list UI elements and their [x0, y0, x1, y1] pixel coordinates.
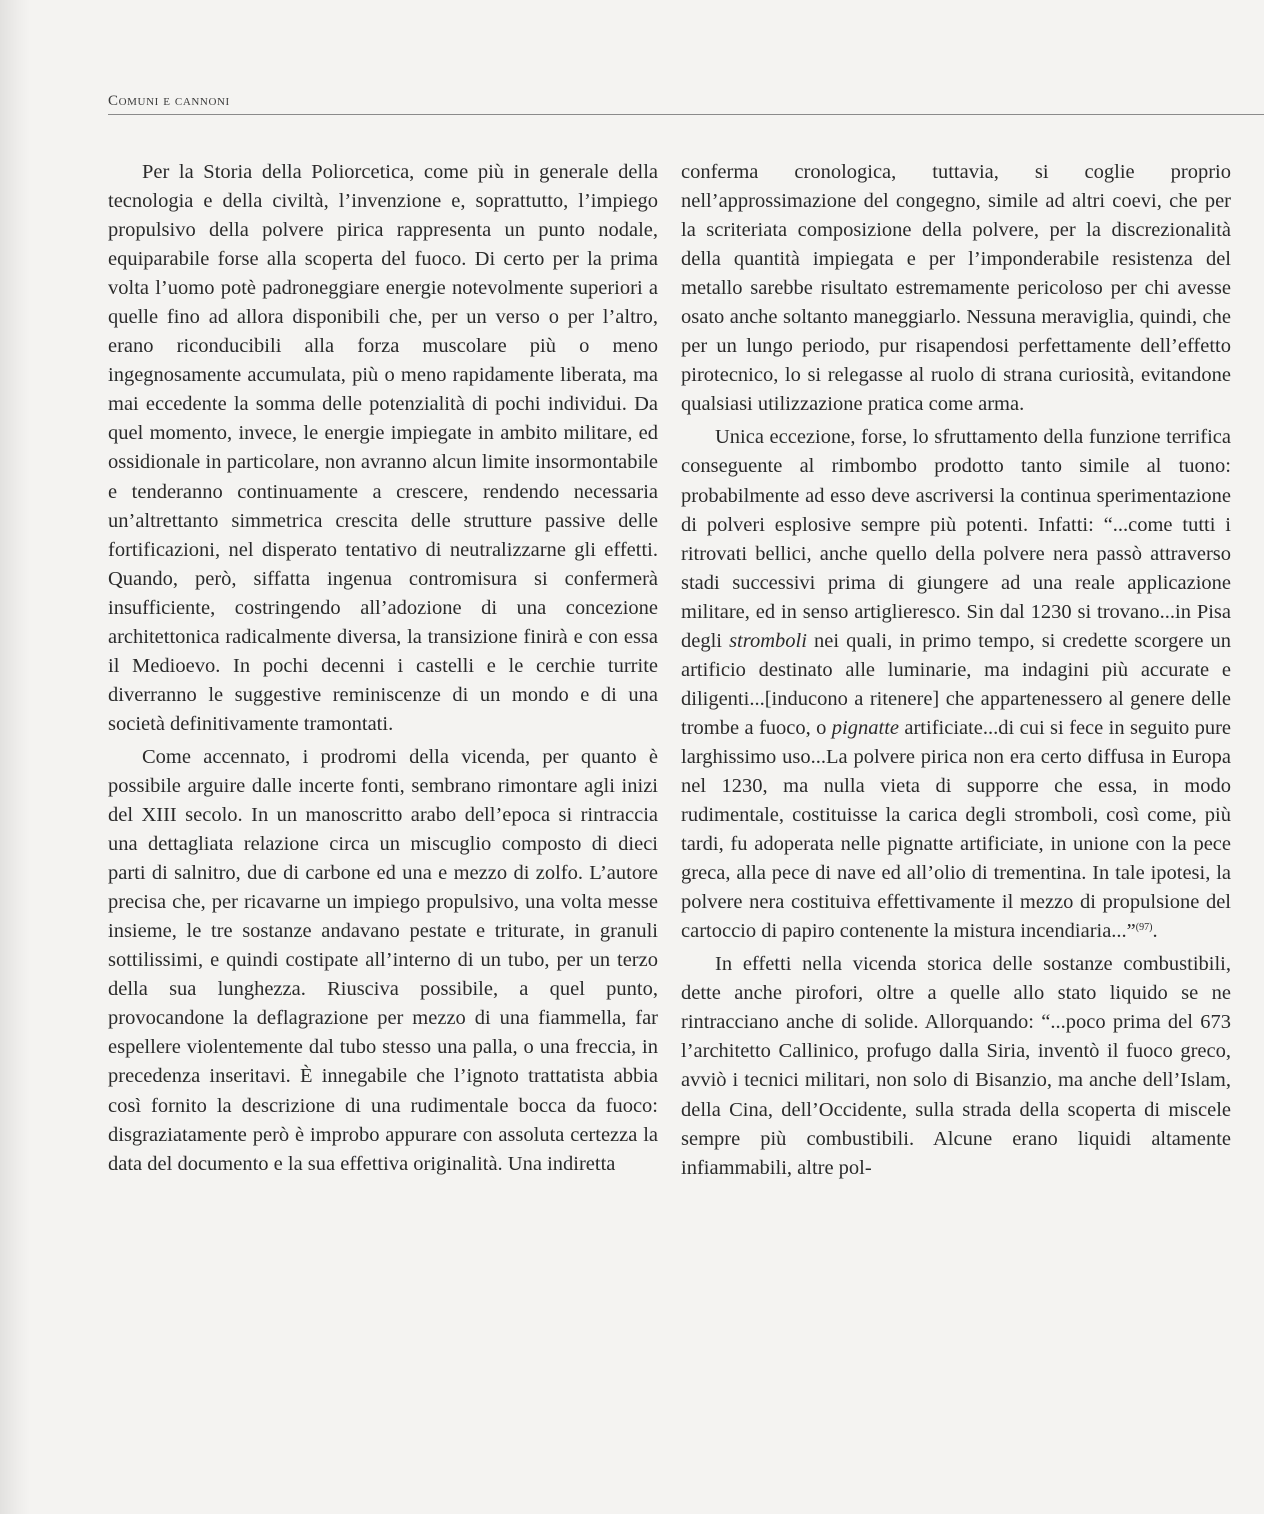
text-run: nei quali, in primo tempo, si credette scorgere un artificio destinato alle luminarie, ma indagini più accurate e diligenti...[inducono a ritenere] che appartenessero al genere delle trombe a fuoco, o [681, 629, 1231, 739]
footnote-ref: (97) [1135, 922, 1153, 934]
paragraph: In effetti nella vicenda storica delle sostanze combustibili, dette anche pirofori, oltre a quelle allo stato liquido se ne rintracciano anche di solide. Allorquando: “...poco prima del 673 l’architetto Callinico, profugo dalla Siria, inventò il fuoco greco, avviò i tecnici militari, non solo di Bisanzio, ma anche dell’Islam, della Cina, dell’Occidente, sulla strada della scoperta di miscele sempre più combustibili. Alcune erano liquidi altamente infiammabili, altre pol- [681, 953, 1231, 1179]
text-run: . [1152, 920, 1158, 943]
paragraph: Per la Storia della Poliorcetica, come più in generale della tecnologia e della civiltà, l’invenzione e, soprattutto, l’impiego propulsivo della polvere pirica rappresenta un punto nodale, equiparabile forse alla scoperta del fuoco. Di certo per la prima volta l’uomo potè padroneggiare energie notevolmente superiori a quelle fino ad allora disponibili che, per un verso o per l’altro, erano riconducibili alla forza muscolare più o meno ingegnosamente accumulata, più o meno rapidamente liberata, ma mai eccedente la somma delle potenzialità di pochi individui. Da quel momento, invece, le energie impiegate in ambito militare, ed ossidionale in particolare, non avranno alcun limite insormontabile e tenderanno continuamente a crescere, rendendo necessaria un’altrettanto simmetrica crescita delle strutture passive delle fortificazioni, nel disperato tentativo di neutralizzarne gli effetti. Quando, però, siffatta ingenua contromisura si confermerà insufficiente, costringendo all’adozione di una concezione architettonica radicalmente diversa, la transizione finirà e con essa il Medioevo. In pochi decenni i castelli e le cerchie turrite diverranno le suggestive reminiscenze di un mondo e di una società definitivamente tramontati. [108, 161, 658, 735]
right-column [681, 158, 1231, 1183]
paragraph: Come accennato, i prodromi della vicenda, per quanto è possibile arguire dalle incerte fonti, sembrano rimontare agli inizi del XIII secolo. In un manoscritto arabo dell’epoca si rintraccia una dettagliata relazione circa un miscuglio composto di dieci parti di salnitro, due di carbone ed una e mezzo di zolfo. L’autore precisa che, per ricavarne un impiego propulsivo, una volta messe insieme, le tre sostanze andavano pestate e triturate, in granuli sottilissimi, e quindi costipate all’interno di un tubo, per un terzo della sua lunghezza. Riusciva possibile, a quel punto, provocandone la deflagrazione per mezzo di una fiammella, far espellere violentemente dal tubo stesso una palla, o una freccia, in precedenza inseritavi. È innegabile che l’ignoto trattatista abbia così fornito la descrizione di una rudimentale bocca da fuoco: disgraziatamente però è improbo appurare con assoluta certezza la data del documento e la sua effettiva originalità. Una indiretta [108, 745, 658, 1175]
header-rule [108, 114, 1264, 115]
italic-term: pignatte [831, 716, 899, 739]
running-head: Comuni e cannoni [108, 93, 230, 109]
italic-term: stromboli [729, 629, 807, 652]
page-gutter-shadow [0, 0, 30, 1514]
text-run: artificiate...di cui si fece in seguito pure larghissimo uso...La polvere pirica non era certo diffusa in Europa nel 1230, ma nulla vieta di supporre che essa, in modo rudimentale, costituisse la carica degli stromboli, così come, più tardi, fu adoperata nelle pignatte artificiate, in unione con la pece greca, alla pece di nave ed all’olio di trementina. In tale ipotesi, la polvere nera costituiva effettivamente il mezzo di propulsione del cartoccio di papiro contenente la mistura incendiaria...” [681, 716, 1232, 943]
text-run: Unica eccezione, forse, lo sfruttamento della funzione terrifica conseguente al rimbombo prodotto tanto simile al tuono: probabilmente ad esso deve ascriversi la continua sperimentazione di polveri esplosive sempre più potenti. Infatti: “...come tutti i ritrovati bellici, anche quello della polvere nera passò attraverso stadi successivi prima di giungere ad una reale applicazione militare, ed in senso artiglieresco. Sin dal 1230 si trovano...in Pisa degli [681, 426, 1231, 652]
paragraph-continued: conferma cronologica, tuttavia, si coglie proprio nell’approssimazione del congegno, simile ad altri coevi, che per la scriteriata composizione della polvere, per la discrezionalità della quantità impiegata e per l’imponderabile resistenza del metallo sarebbe risultato estremamente pericoloso per chi avesse osato anche soltanto maneggiarlo. Nessuna meraviglia, quindi, che per un lungo periodo, pur risapendosi perfettamente dell’effetto pirotecnico, lo si relegasse al ruolo di strana curiosità, evitandone qualsiasi utilizzazione pratica come arma. [681, 161, 1231, 416]
left-column [108, 158, 658, 1179]
paragraph-quote [681, 423, 1231, 946]
